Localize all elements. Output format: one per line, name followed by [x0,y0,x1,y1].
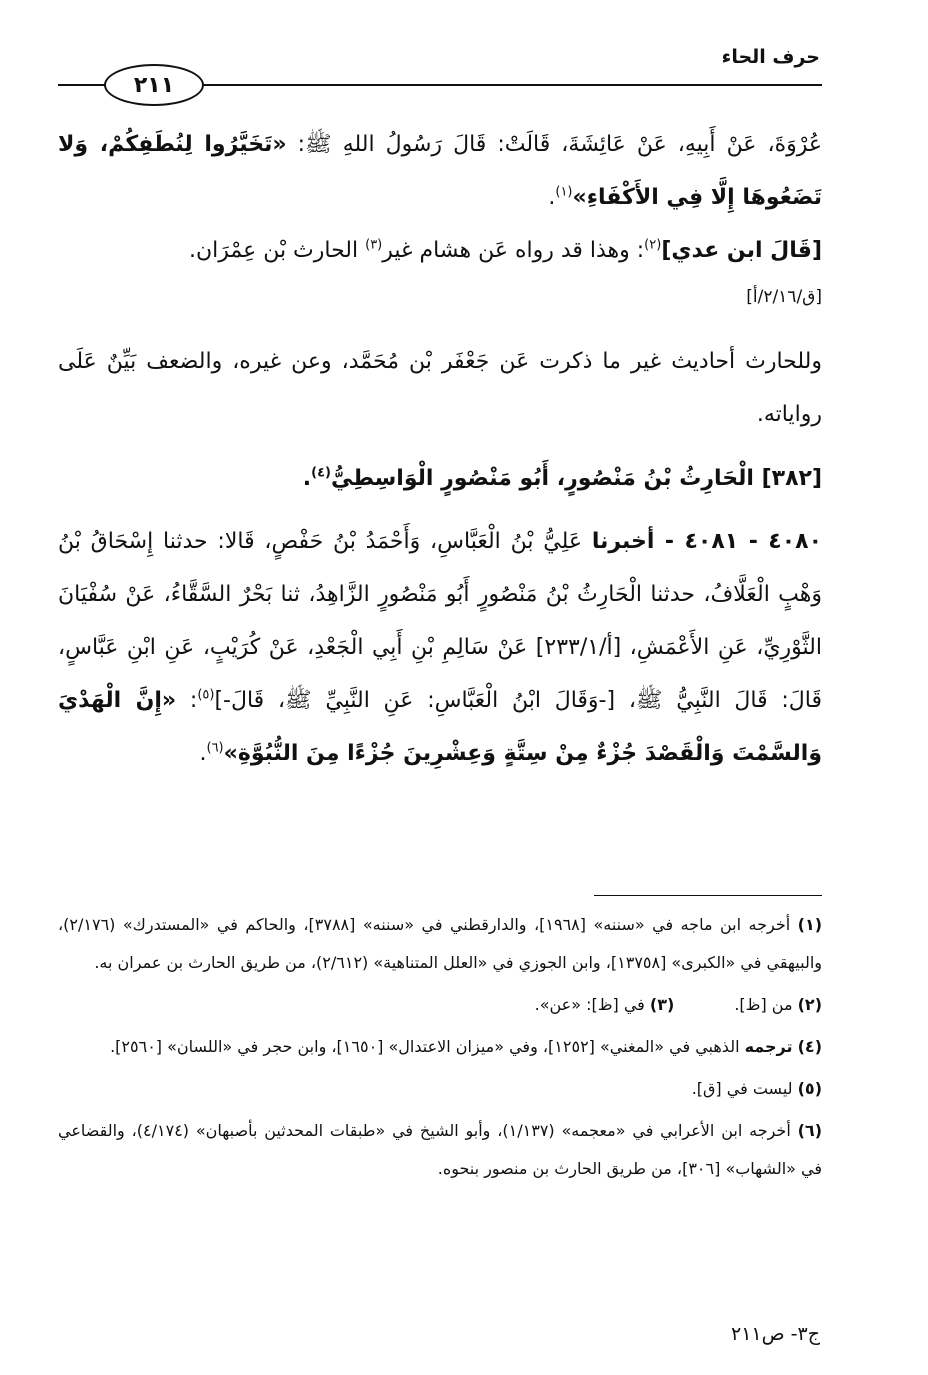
footnote-1 [58,906,822,982]
footnote-1-num: (١) [797,915,823,934]
footnote-5 [58,1070,822,1108]
p1-quote: «تَخَيَّرُوا لِنُطَفِكُمْ، وَلا تَضَعُوهَا إِلَّا فِي الأَكْفَاءِ» [58,132,822,210]
paragraph-ibn-adi [58,224,822,277]
footnote-1-text: أخرجه ابن ماجه في «سننه» [١٩٦٨]، والدارقطني في «سننه» [٣٧٨٨]، والحاكم في «المستدرك» (٢/١٧٦)، والبيهقي في «الكبرى» [١٣٧٥٨]، وابن الجوزي في «العلل المتناهية» (٢/٦١٢)، من طريق الحارث بن عمران به. [58,915,822,972]
footnote-6-num: (٦) [797,1121,822,1140]
footnote-ref-2[interactable]: (٢) [644,237,662,253]
main-text [58,118,822,780]
p4-chain: عَلِيُّ بْنُ الْعَبَّاسِ، وَأَحْمَدُ بْنُ حَفْصٍ، قَالا: حدثنا إِسْحَاقُ بْنُ وَهْبٍ الْعَلَّافُ، حدثنا الْحَارِثُ بْنُ مَنْصُورٍ أَبُو مَنْصُورٍ الزَّاهِدُ، ثنا بَحْرٌ السَّقَّاءُ، عَنْ سُفْيَانَ الثَّوْرِيِّ، عَنِ الأَعْمَشِ، [أ/٢٣٣/١] عَنْ سَالِمِ بْنِ أَبِي الْجَعْدِ، عَنْ كُرَيْبٍ، عَنِ ابْنِ عَبَّاسٍ، قَالَ: قَالَ النَّبِيُّ ﷺ، [-وَقَالَ ابْنُ الْعَبَّاسِ: عَنِ النَّبِيِّ ﷺ، قَالَ-] [58,529,823,713]
footnote-4-text: الذهبي في «المغني» [١٢٥٢]، وفي «ميزان الاعتدال» [١٦٥٠]، وابن حجر في «اللسان» [٢٥٦٠]. [110,1037,745,1056]
paragraph-hadith-4080 [58,515,822,780]
akhbarana-label: أخبرنا [591,529,655,554]
footnote-ref-1[interactable]: (١) [555,184,573,200]
volume-page-ref: ج٣- ص٢١١ [731,1323,820,1345]
page-number-oval [104,64,204,106]
entry-title-tail: . [302,466,312,491]
footnote-6-text: أخرجه ابن الأعرابي في «معجمه» (١/١٣٧)، وأبو الشيخ في «طبقات المحدثين بأصبهان» (٤/١٧٤)، والقضاعي في «الشهاب» [٣٠٦]، من طريق الحارث بن منصور بنحوه. [58,1121,822,1178]
hadith-numbers: ٤٠٨٠ - ٤٠٨١ - [654,529,823,554]
footnote-3-text: في [ظ]: «عن». [534,995,645,1014]
footnote-row-2-3 [58,986,822,1028]
footnote-3-num: (٣) [649,995,675,1014]
footnote-5-num: (٥) [797,1079,822,1098]
footnote-2-text: من [ظ]. [734,995,793,1014]
paragraph-commentary: وللحارث أحاديث غير ما ذكرت عَن جَعْفَر بْن مُحَمَّد، وعن غيره، والضعف بَيِّنٌ عَلَى رواياته. [58,349,822,427]
footnote-4-num: (٤) [797,1037,822,1056]
running-head: حرف الحاء [721,46,820,68]
p1-lead: عُرْوَةَ، عَنْ أَبِيهِ، عَنْ عَائِشَةَ، قَالَتْ: قَالَ رَسُولُ اللهِ ﷺ: [286,132,823,157]
footnote-ref-4[interactable]: (٤) [311,465,331,481]
p4-quote: «إِنَّ الْهَدْيَ وَالسَّمْتَ وَالْقَصْدَ جُزْءٌ مِنْ سِتَّةٍ وَعِشْرِينَ جُزْءًا مِنَ النُّبُوَّةِ» [58,688,822,766]
footnote-3 [535,986,675,1024]
footnote-2 [734,986,822,1024]
p4-tail: . [199,741,207,766]
footnote-5-text: ليست في [ق]. [691,1079,793,1098]
p1-tail: . [548,185,556,210]
footnote-ref-5[interactable]: (٥) [197,687,215,703]
paragraph-hadith-continuation [58,118,822,224]
p2-tail: الحارث بْن عِمْرَان. [188,238,366,263]
entry-title-text: [٣٨٢] الْحَارِثُ بْنُ مَنْصُورٍ، أَبُو مَنْصُورٍ الْوَاسِطِيُّ [330,466,822,491]
footnote-2-num: (٢) [797,995,822,1014]
footnote-6 [58,1112,822,1188]
page-number: ٢١١ [133,72,175,98]
p2-mid: : وهذا قد رواه عَن هشام غير [382,238,645,263]
footnote-ref-6[interactable]: (٦) [206,740,224,756]
p4-colon: : [176,688,198,713]
footnote-separator [594,895,822,896]
footnote-ref-3[interactable]: (٣) [365,237,383,253]
p2-lead: [قَالَ ابن عدي] [661,238,822,263]
manuscript-ref: [ق/٢/١٦/أ] [746,287,822,307]
footnote-4 [58,1028,822,1066]
footnotes [58,906,822,1192]
footnote-4-bold: ترجمه [744,1037,793,1056]
entry-title [58,451,822,507]
